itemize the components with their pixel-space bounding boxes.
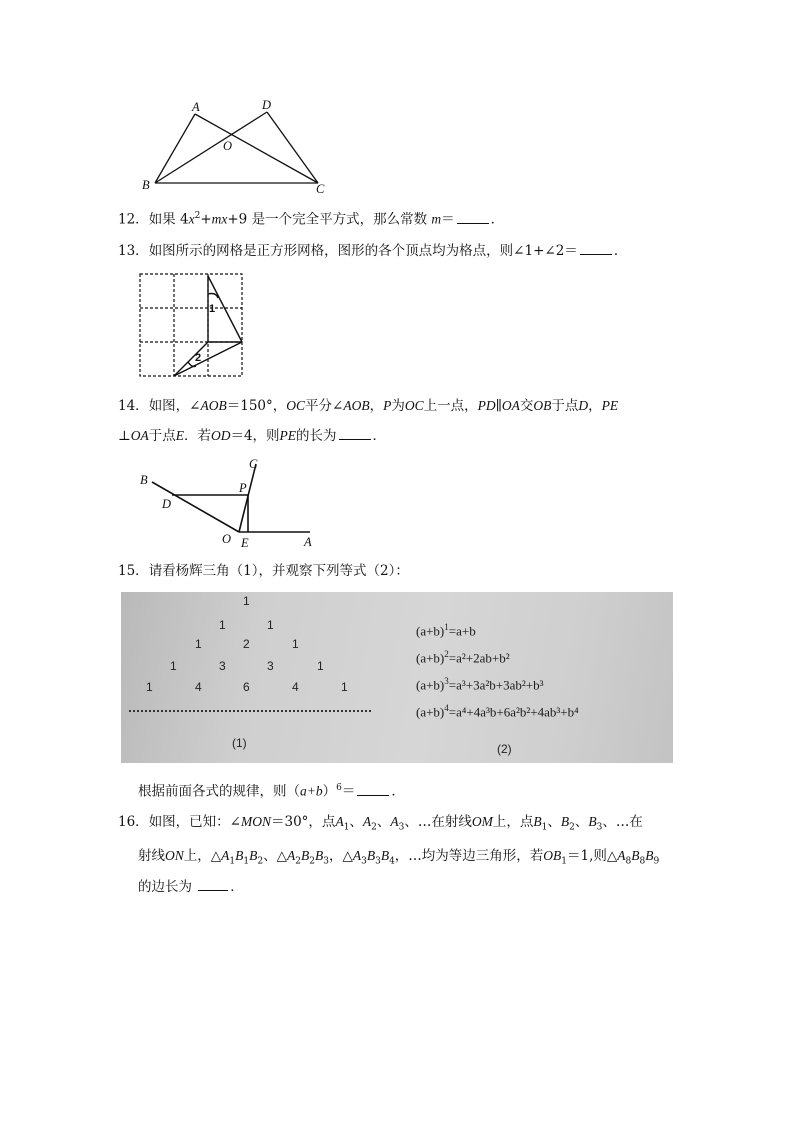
equals: ＝ — [441, 211, 455, 228]
text: 于点 — [148, 428, 176, 444]
var: B — [314, 848, 324, 863]
var: P — [383, 398, 392, 413]
question-text: 请看杨辉三角（1），并观察下列等式（2）： — [148, 563, 409, 579]
var: B — [631, 848, 640, 863]
equation-3 — [416, 676, 544, 693]
question-14-line-2 — [118, 425, 386, 446]
var: A — [221, 848, 230, 863]
text: 的边长为 — [138, 879, 192, 895]
exp: 3 — [444, 676, 449, 686]
label-o: O — [222, 532, 232, 546]
triangle-cell: 1 — [170, 659, 177, 673]
var: OC — [404, 398, 424, 413]
rhs: =a²+2ab+b² — [448, 650, 510, 666]
var: B — [533, 814, 542, 829]
triangle-cell: 1 — [146, 680, 153, 694]
period: ． — [391, 783, 405, 800]
text: 上一点， — [423, 398, 478, 414]
label-a: A — [192, 100, 200, 114]
period: ． — [490, 211, 505, 228]
text: ， — [588, 398, 602, 414]
var: OM — [471, 814, 493, 829]
sub: 2 — [257, 856, 264, 867]
var: OC — [286, 398, 306, 413]
triangle-cell: 4 — [195, 680, 202, 694]
exp: 6 — [336, 783, 342, 793]
question-text: +9 是一个完全平方式，那么常数 — [227, 211, 432, 228]
triangle-cell: 4 — [292, 680, 299, 694]
exp: 1 — [444, 622, 449, 632]
plus: + — [200, 211, 212, 228]
triangle-cell: 1 — [267, 618, 274, 632]
text: 的长为 — [296, 428, 337, 444]
text: ∥ — [495, 398, 502, 414]
triangle-cell: 1 — [341, 680, 348, 694]
var: B — [300, 848, 310, 863]
sub: 1 — [243, 856, 250, 867]
equation-1 — [416, 622, 476, 639]
label-e: E — [241, 536, 249, 550]
text: 、 — [574, 814, 589, 830]
text: 射线 — [138, 848, 165, 864]
triangle-cell: 1 — [219, 618, 226, 632]
var: PD — [477, 398, 496, 413]
text: 平分∠ — [305, 398, 344, 414]
lhs: (a+b) — [416, 650, 445, 666]
label-b: B — [140, 473, 148, 487]
var: B — [235, 848, 244, 863]
question-text: 如图所示的网格是正方形网格，图形的各个顶点均为格点，则∠1+∠2＝ — [148, 243, 578, 259]
var: A — [390, 814, 399, 829]
figure-square-grid — [136, 270, 248, 382]
question-16-line-3 — [138, 876, 244, 897]
var: AOB — [343, 398, 370, 413]
text: ＝150°， — [226, 398, 287, 414]
triangle-cell: 6 — [243, 680, 250, 694]
var: B — [588, 814, 597, 829]
text: ） — [322, 783, 337, 800]
answer-blank[interactable] — [580, 240, 612, 255]
var: MON — [241, 814, 271, 829]
var: OA — [130, 428, 149, 443]
var: E — [175, 428, 184, 443]
label-d: D — [262, 98, 272, 112]
exponent: 2 — [194, 211, 201, 221]
var: ON — [165, 848, 184, 863]
var: B — [366, 848, 376, 863]
lhs: (a+b) — [416, 623, 445, 639]
text: 为 — [391, 398, 405, 414]
label-p: P — [239, 481, 247, 495]
var: OD — [210, 428, 231, 443]
exp: 2 — [444, 649, 449, 659]
sub: 3 — [596, 822, 603, 833]
var: A — [362, 814, 372, 829]
var: PE — [601, 398, 619, 413]
sub: 3 — [375, 856, 381, 867]
angle-2-label: 2 — [195, 352, 202, 364]
triangle-cell: 1 — [195, 637, 202, 651]
rhs: =a+b — [448, 623, 476, 639]
sub: 2 — [371, 822, 377, 833]
figure-triangles-abcd — [130, 98, 340, 198]
triangle-cell: 1 — [243, 594, 250, 608]
var-m: m — [431, 211, 442, 227]
equation-4 — [416, 703, 579, 720]
answer-blank[interactable] — [357, 781, 389, 796]
var-x: x — [188, 211, 195, 227]
dotted-divider — [129, 710, 371, 712]
caption-2: (2) — [497, 742, 512, 756]
question-15-follow — [138, 778, 405, 802]
sub: 2 — [569, 822, 575, 833]
lhs: (a+b) — [416, 677, 445, 693]
var: A — [617, 848, 626, 863]
pascal-triangle-photo — [121, 592, 673, 763]
text: 、…在射线 — [404, 814, 472, 830]
figure-angle-aob — [132, 452, 332, 552]
var: A — [335, 814, 344, 829]
sub: 9 — [653, 856, 660, 867]
equation-2 — [416, 649, 510, 666]
sub: 1 — [343, 822, 350, 833]
sub: 3 — [398, 822, 405, 833]
text: ＝4，则 — [230, 428, 280, 444]
question-13 — [118, 240, 627, 261]
label-b: B — [142, 178, 150, 192]
angle-1-label: 1 — [209, 303, 216, 315]
var: A — [352, 848, 362, 863]
text: 、 — [349, 814, 363, 830]
var: B — [249, 848, 258, 863]
rhs: =a³+3a²b+3ab²+b³ — [448, 677, 544, 693]
question-16-line-2 — [138, 846, 659, 872]
period: ． — [372, 428, 387, 444]
sub: 2 — [309, 856, 315, 867]
question-number: 13． — [118, 243, 149, 259]
answer-blank[interactable] — [198, 876, 228, 891]
label-a: A — [304, 535, 312, 549]
var: OB — [543, 848, 562, 863]
sub: 1 — [229, 856, 236, 867]
text: 、△ — [263, 848, 287, 864]
text: 上，△ — [183, 848, 222, 864]
question-14-line-1 — [118, 396, 618, 416]
var: PE — [279, 428, 297, 443]
answer-blank[interactable] — [339, 425, 371, 440]
period: ． — [613, 243, 628, 259]
question-number: 16． — [118, 814, 149, 830]
var: OB — [533, 398, 552, 413]
var: OA — [501, 398, 520, 413]
text: ，…均为等边三角形，若 — [394, 848, 544, 864]
triangle-cell: 1 — [292, 637, 299, 651]
question-number: 12． — [118, 211, 149, 228]
question-15 — [118, 561, 409, 581]
label-c: C — [249, 457, 258, 471]
var: AOB — [200, 398, 227, 413]
label-d: D — [162, 497, 172, 511]
answer-blank[interactable] — [457, 209, 489, 224]
sub: 8 — [639, 856, 646, 867]
var: B — [380, 848, 390, 863]
sub: 4 — [389, 856, 395, 867]
text: 如图，∠ — [148, 398, 201, 414]
sub: 3 — [361, 856, 367, 867]
triangle-cell: 3 — [267, 659, 274, 673]
text: 、 — [547, 814, 561, 830]
var: a+b — [300, 783, 323, 799]
sub: 1 — [541, 822, 548, 833]
caption-1: (1) — [232, 736, 247, 750]
text: ．若 — [183, 428, 211, 444]
text: 、 — [376, 814, 391, 830]
text: ，△ — [328, 848, 353, 864]
text: 上，点 — [492, 814, 534, 830]
var: D — [578, 398, 589, 413]
exp: 4 — [444, 703, 449, 713]
text: ⊥ — [118, 428, 131, 444]
rhs: =a⁴+4a³b+6a²b²+4ab³+b⁴ — [448, 704, 579, 720]
text: ， — [369, 398, 384, 414]
var: B — [645, 848, 654, 863]
label-c: C — [316, 182, 325, 196]
text: 交 — [519, 398, 534, 414]
var: B — [560, 814, 570, 829]
sub: 8 — [625, 856, 632, 867]
triangle-cell: 2 — [243, 637, 250, 651]
lhs: (a+b) — [416, 704, 445, 720]
text: ＝30°，点 — [271, 814, 336, 830]
text: 、…在 — [602, 814, 643, 830]
text: 于点 — [551, 398, 579, 414]
period: ． — [230, 879, 244, 895]
question-number: 14． — [118, 398, 149, 414]
equals: ＝ — [341, 783, 356, 800]
text: 如图，已知：∠ — [148, 814, 241, 830]
question-text: 如果 4 — [148, 211, 189, 228]
triangle-cell: 1 — [317, 659, 324, 673]
sub: 3 — [323, 856, 329, 867]
text: 根据前面各式的规律，则（ — [138, 783, 300, 800]
var: A — [287, 848, 296, 863]
question-number: 15． — [118, 563, 149, 579]
question-16-line-1 — [118, 812, 643, 838]
question-12 — [118, 206, 504, 230]
triangle-cell: 3 — [219, 659, 226, 673]
sub: 1 — [561, 856, 568, 867]
text: ＝1,则△ — [567, 848, 618, 864]
label-o: O — [223, 139, 233, 153]
sub: 2 — [295, 856, 301, 867]
var-mx: mx — [211, 211, 228, 227]
